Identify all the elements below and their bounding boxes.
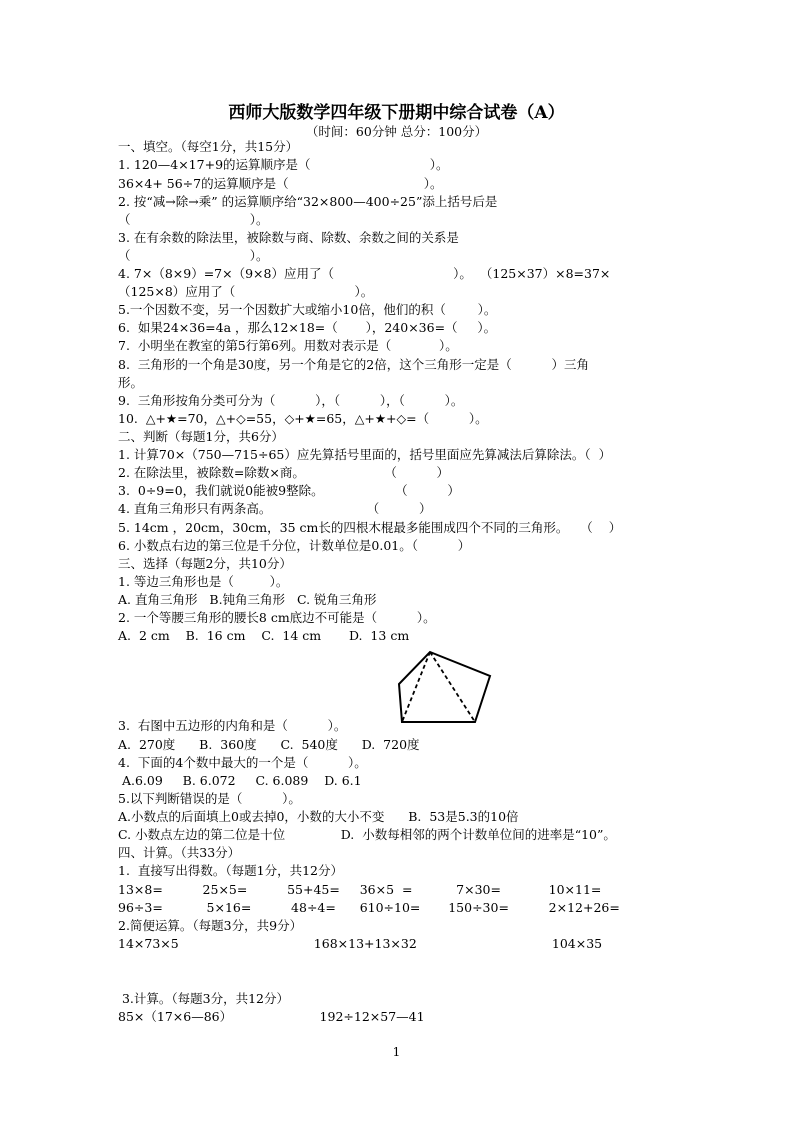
question-line: 5.一个因数不变，另一个因数扩大或缩小10倍，他们的积（ ）。 [118,302,497,317]
question-line: A. 2 cm B. 16 cm C. 14 cm D. 13 cm [118,628,410,643]
question-line: 6. 如果24×36=4a ，那么12×18=（ ），240×36=（ ）。 [118,320,497,335]
question-line: 4. 下面的4个数中最大的一个是（ ）。 [118,755,367,770]
question-line: A. 直角三角形 B.钝角三角形 C. 锐角三角形 [118,592,377,607]
section-2-heading: 二、判断（每题1分，共6分） [118,429,284,444]
question-line: 9. 三角形按角分类可分为（ ），（ ），（ ）。 [118,393,464,408]
pentagon-diagonal-right [430,652,475,722]
question-line: 4. 直角三角形只有两条高。 （ ） [118,501,432,516]
section-3-heading: 三、选择（每题2分，共10分） [118,556,292,571]
question-line: 36×4+ 56÷7的运算顺序是（ ）。 [118,176,443,191]
question-line: 2. 一个等腰三角形的腰长8 cm底边不可能是（ ）。 [118,610,436,625]
question-line: （125×8）应用了（ ）。 [118,284,374,299]
section-1-heading: 一、填空。（每空1分，共15分） [118,139,299,154]
question-line: 6. 小数点右边的第三位是千分位，计数单位是0.01。（ ） [118,538,471,553]
question-line: 2.简便运算。（每题3分，共9分） [118,918,303,933]
pentagon-diagonal-left [402,652,430,722]
question-line: 5. 14cm ，20cm，30cm，35 cm长的四根木棍最多能围成四个不同的三角形。 （ ） [118,520,622,535]
question-line: 3. 0÷9=0，我们就说0能被9整除。 （ ） [118,483,460,498]
question-line: A. 270度 B. 360度 C. 540度 D. 720度 [118,737,420,752]
question-line: 2. 按“减→除→乘” 的运算顺序给“32×800—400÷25”添上括号后是 [118,194,498,209]
question-line: 5.以下判断错误的是（ ）。 [118,791,301,806]
question-line: 1. 等边三角形也是（ ）。 [118,574,289,589]
question-line: 形。 [118,375,144,390]
question-line: 85×（17×6—86） 192÷12×57—41 [118,1009,425,1024]
question-line: 2. 在除法里，被除数=除数×商。 （ ） [118,465,450,480]
question-line: 4. 7×（8×9）=7×（9×8）应用了（ ）。 （125×37）×8=37× [118,266,611,281]
question-line: 7. 小明坐在教室的第5行第6列。用数对表示是（ ）。 [118,338,458,353]
question-line: 1. 直接写出得数。（每题1分，共12分） [118,863,343,878]
question-line: A.小数点的后面填上0或去掉0，小数的大小不变 B. 53是5.3的10倍 [118,809,519,824]
exam-title: 西师大版数学四年级下册期中综合试卷（A） [228,103,565,123]
question-line: 3. 在有余数的除法里，被除数与商、除数、余数之间的关系是 [118,230,459,245]
question-line: 96÷3= 5×16= 48÷4= 610÷10= 150÷30= 2×12+26= [118,900,620,915]
question-line: （ ）。 [118,248,269,263]
question-line: 8. 三角形的一个角是30度，另一个角是它的2倍，这个三角形一定是（ ）三角 [118,357,589,372]
exam-subtitle: （时间：60分钟 总分：100分） [305,124,488,139]
section-4-heading: 四、计算。（共33分） [118,845,241,860]
question-line: 14×73×5 168×13+13×32 104×35 [118,936,603,951]
question-line: 10. △+★=70，△+◇=55，◇+★=65，△+★+◇=（ ）。 [118,411,488,426]
question-line: 3.计算。（每题3分，共12分） [118,991,290,1006]
question-line: 1. 计算70×（750—715÷65）应先算括号里面的，括号里面应先算减法后算除法。（ ） [118,447,612,462]
question-line: A.6.09 B. 6.072 C. 6.089 D. 6.1 [118,773,362,788]
question-line: 3. 右图中五边形的内角和是（ ）。 [118,718,347,733]
question-line: 1. 120—4×17+9的运算顺序是（ ）。 [118,157,449,172]
pentagon-outline [399,652,490,722]
question-line: C. 小数点左边的第二位是十位 D. 小数每相邻的两个计数单位间的进率是“10”。 [118,827,616,842]
question-line: （ ）。 [118,212,269,227]
page-number: 1 [392,1045,401,1059]
pentagon-figure [395,648,495,728]
question-line: 13×8= 25×5= 55+45= 36×5 = 7×30= 10×11= [118,882,602,897]
